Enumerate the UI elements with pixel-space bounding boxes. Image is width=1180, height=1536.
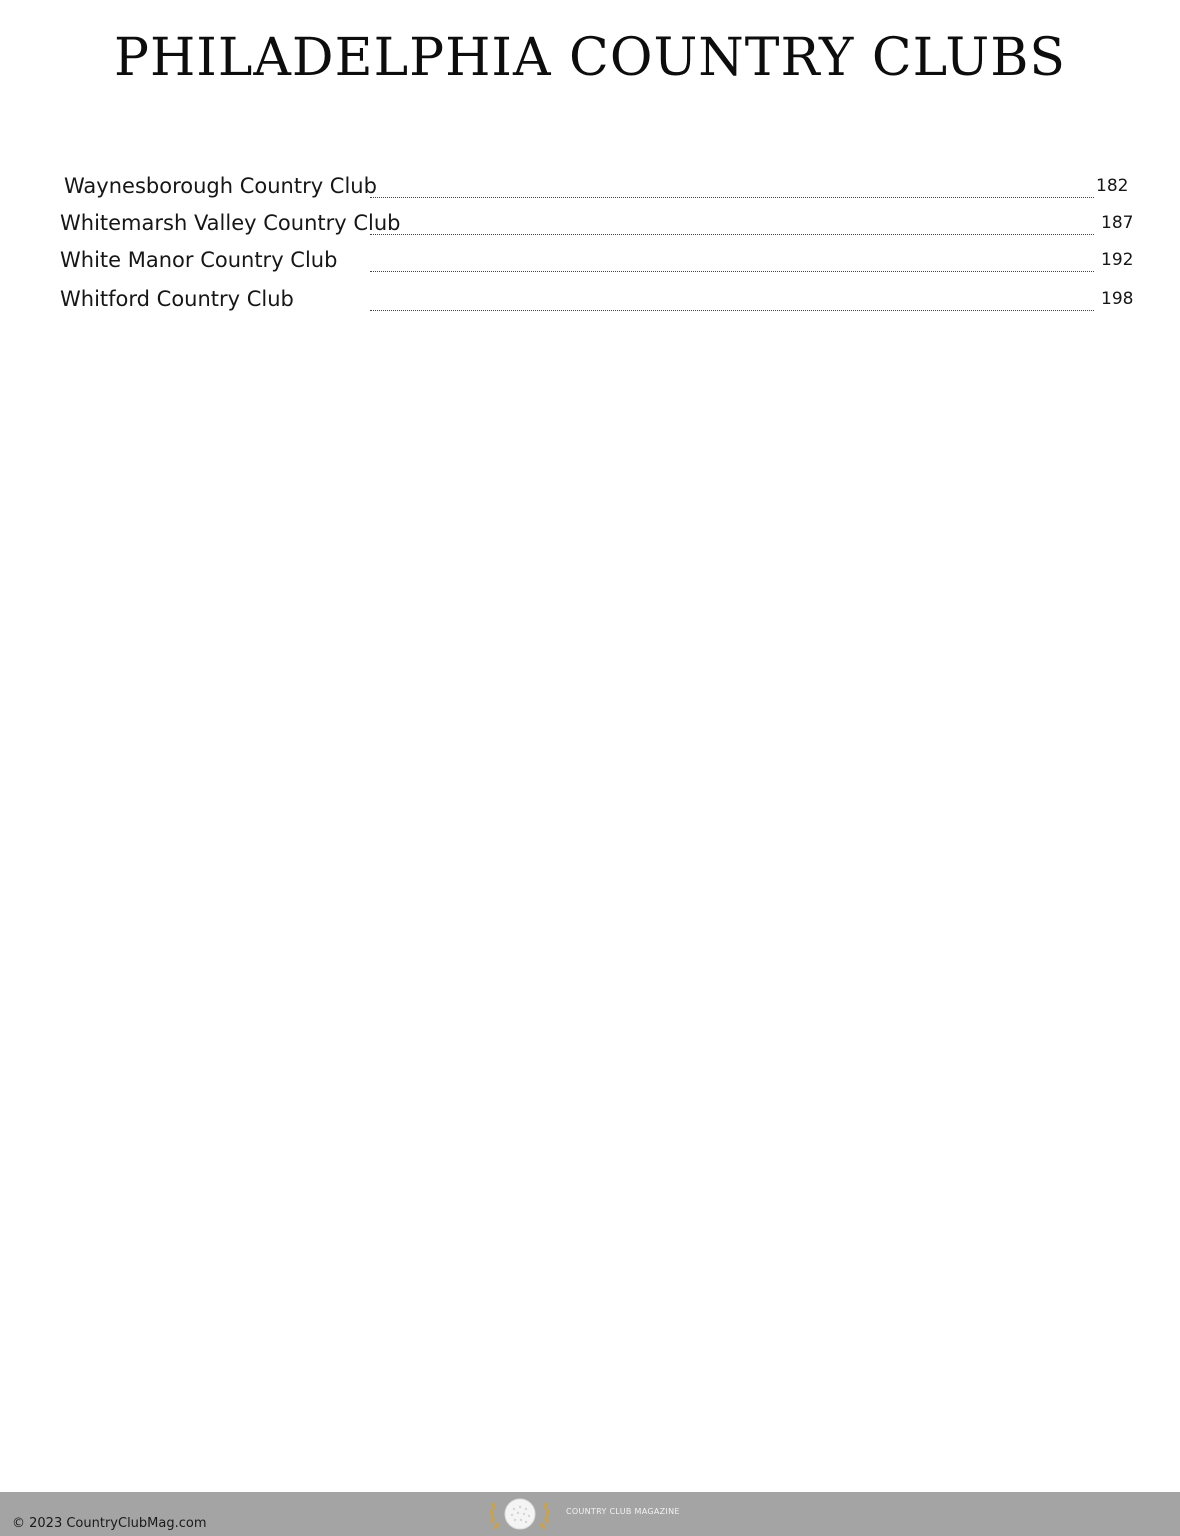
dot-leader: [370, 310, 1094, 311]
copyright-text: © 2023 CountryClubMag.com: [12, 1516, 207, 1531]
dot-leader: [370, 234, 1094, 235]
toc-entry[interactable]: [0, 281, 1180, 315]
toc-entry-name: Whitemarsh Valley Country Club: [60, 211, 401, 235]
toc-entry-page: 187: [1101, 213, 1134, 233]
toc-entry-name: White Manor Country Club: [60, 248, 338, 272]
toc-entry-name: Waynesborough Country Club: [64, 174, 377, 198]
toc-entry[interactable]: [0, 205, 1180, 239]
toc-entry[interactable]: [0, 242, 1180, 276]
dot-leader: [370, 271, 1094, 272]
dot-leader: [370, 197, 1094, 198]
toc-entry-name: Whitford Country Club: [60, 287, 294, 311]
page-title: PHILADELPHIA COUNTRY CLUBS: [113, 28, 1067, 88]
page-footer: [0, 1492, 1180, 1536]
golf-ball-laurel-icon: [486, 1496, 554, 1532]
toc-entry-page: 182: [1096, 176, 1129, 196]
toc-entry[interactable]: [0, 168, 1180, 202]
toc-entry-page: 192: [1101, 250, 1134, 270]
toc-entry-page: 198: [1101, 289, 1134, 309]
brand-name: COUNTRY CLUB MAGAZINE: [566, 1507, 680, 1516]
